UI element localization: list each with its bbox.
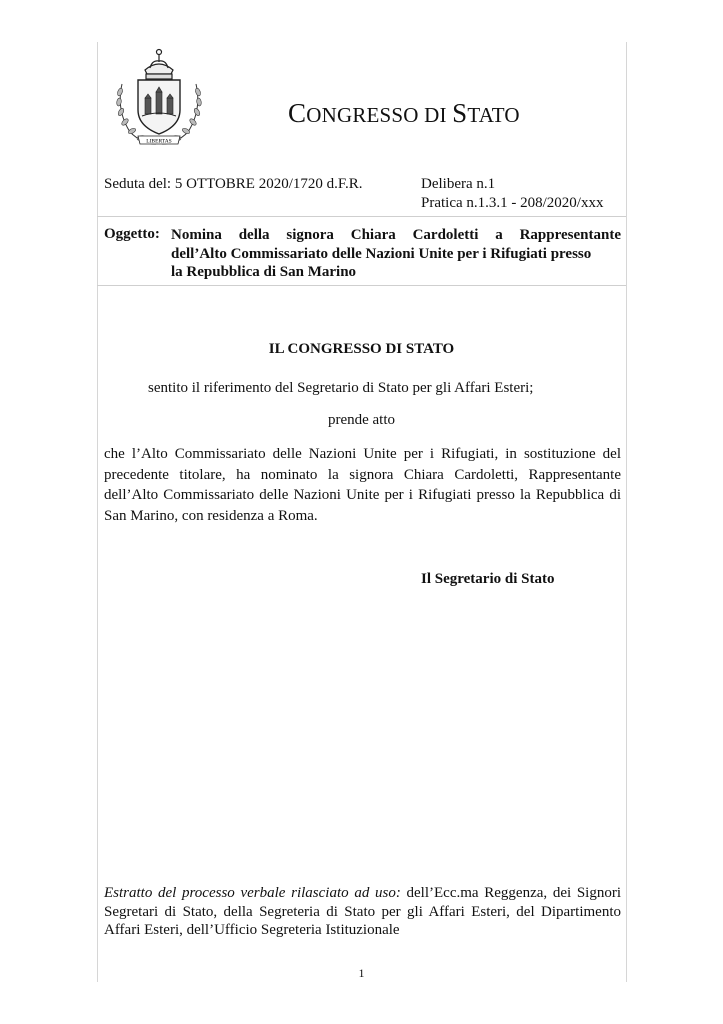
- emblem-motto: LIBERTAS: [146, 138, 172, 145]
- page-number: 1: [358, 966, 365, 980]
- signature-label: Il Segretario di Stato: [421, 571, 555, 587]
- seduta-date: Seduta del: 5 OTTOBRE 2020/1720 d.F.R.: [104, 176, 363, 192]
- divider-top: [97, 216, 626, 217]
- prende-atto: prende atto: [327, 412, 396, 428]
- estratto-footer: Estratto del processo verbale rilasciato ad uso: dell’Ecc.ma Reggenza, dei Signori Segretari di Stato, della Segreteria di Stato per gli Affari Esteri, del Dipartimento Affari Esteri, dell’Ufficio Segreteria Istituzionale: [104, 885, 621, 938]
- body-paragraph: che l’Alto Commissariato delle Nazioni Unite per i Rifugiati, in sostituzione del precedente titolare, ha nominato la signora Chiara Cardoletti, Rappresentante dell’Alto Commissariato delle Nazioni Unite per i Rifugiati presso la Repubblica di San Marino, con residenza a Roma.: [104, 446, 621, 525]
- document-title: CONGRESSO DI STATO: [288, 98, 520, 128]
- pratica-number: Pratica n.1.3.1 - 208/2020/xxx: [421, 195, 604, 211]
- delibera-number: Delibera n.1: [421, 176, 496, 192]
- oggetto-label: Oggetto:: [104, 226, 160, 242]
- sentito-paragraph: sentito il riferimento del Segretario di Stato per gli Affari Esteri;: [148, 380, 534, 396]
- page-border-left: [97, 42, 98, 982]
- page-border-right: [626, 42, 627, 982]
- congresso-heading: IL CONGRESSO DI STATO: [268, 341, 455, 357]
- san-marino-coat-of-arms-icon: [108, 40, 210, 152]
- divider-bottom: [97, 285, 626, 286]
- oggetto-text: Nomina della signora Chiara Cardoletti a Rappresentante dell’Alto Commissariato delle Nazioni Unite per i Rifugiati presso la Repubblica di San Marino: [171, 227, 621, 280]
